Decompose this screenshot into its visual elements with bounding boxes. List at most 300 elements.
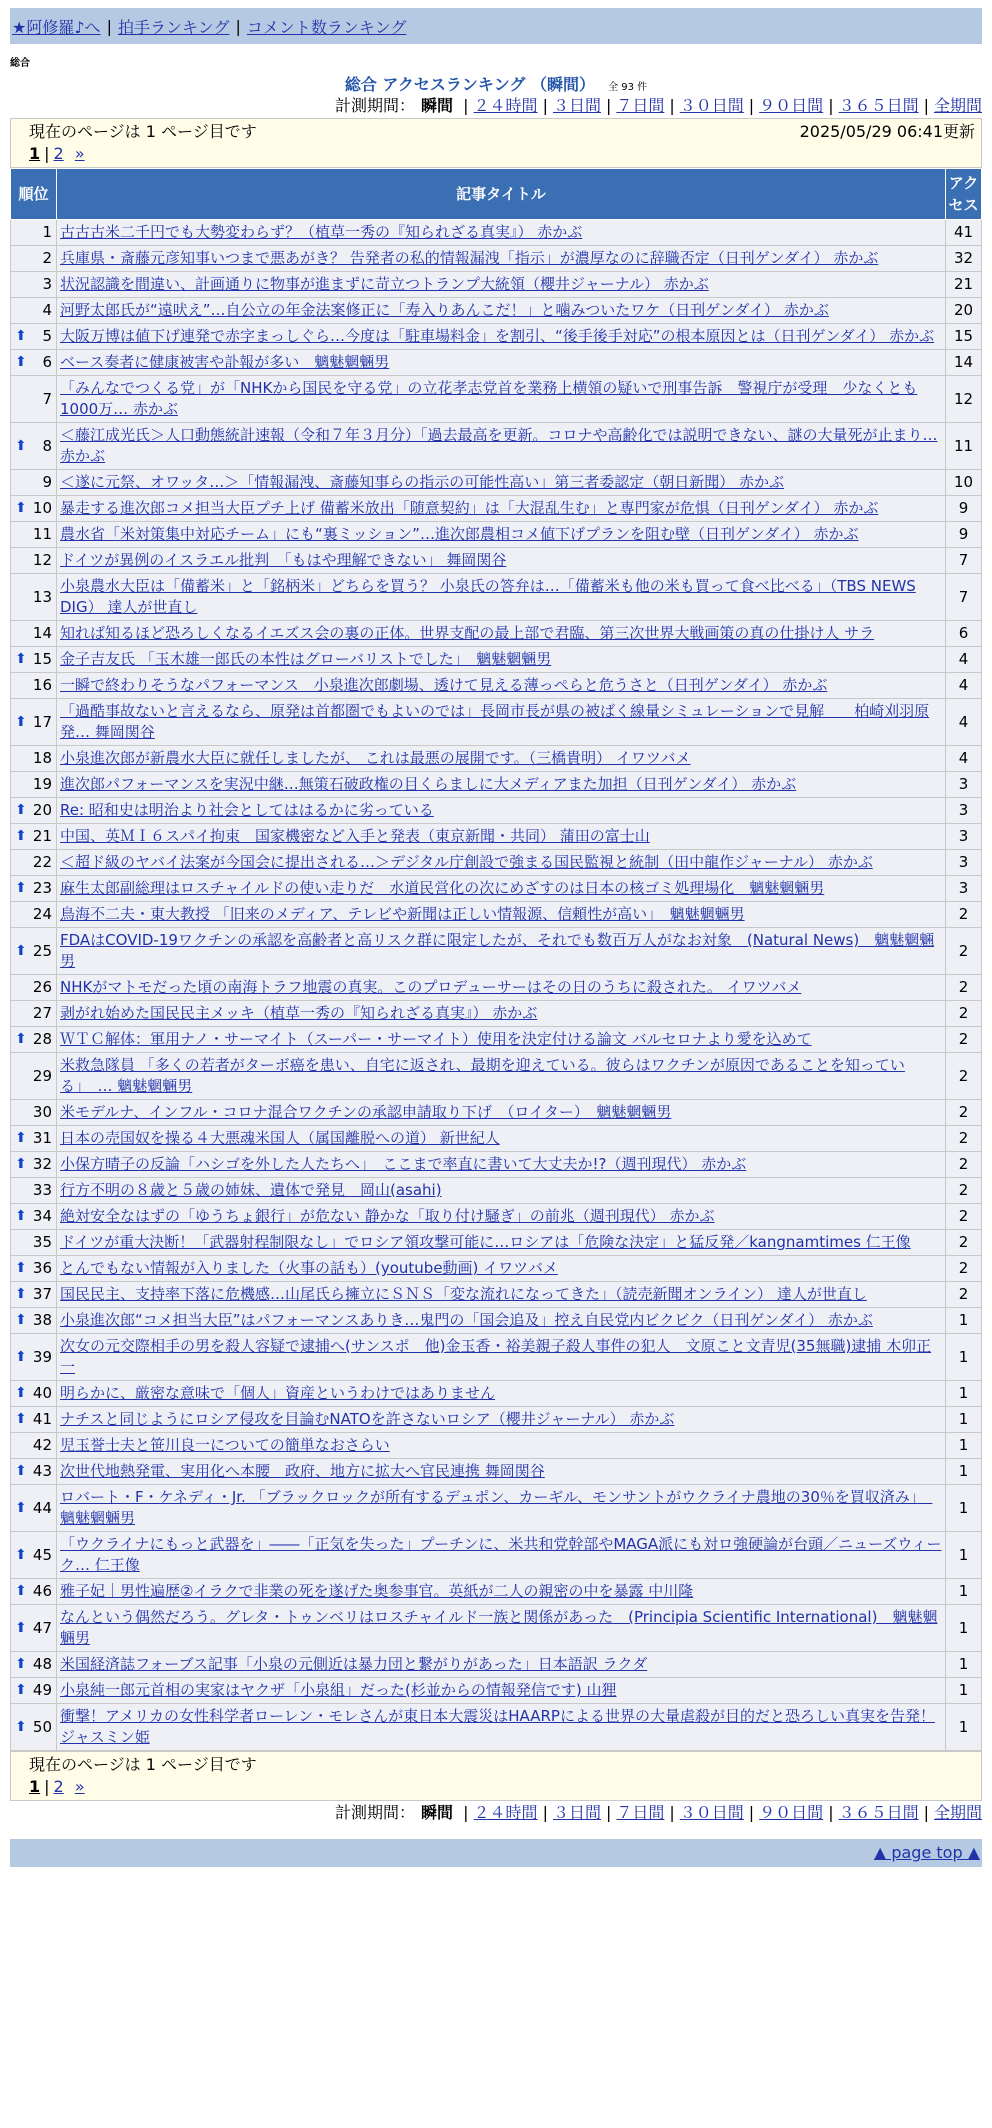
rank-number: 2 — [42, 249, 52, 267]
access-count: 2 — [946, 1053, 982, 1100]
article-link[interactable]: 麻生太郎副総理はロスチャイルドの使い走りだ 水道民営化の次にめざすのは日本の核ゴミ処理場化 魑魅魍魎男 — [60, 879, 825, 897]
title-cell — [57, 298, 946, 324]
arrow-up-icon: ⬆ — [15, 354, 27, 370]
article-link[interactable]: 行方不明の８歳と５歳の姉妹、遺体で発見 岡山(asahi) — [60, 1181, 442, 1199]
rank-number: 7 — [42, 389, 52, 408]
table-row — [11, 1704, 982, 1751]
rank-cell — [11, 1204, 57, 1230]
separator: | — [106, 16, 112, 36]
title-cell — [57, 1100, 946, 1126]
article-link[interactable]: 日本の売国奴を操る４大悪魂米国人（属国離脱への道） 新世紀人 — [60, 1129, 500, 1147]
access-count: 15 — [946, 324, 982, 350]
title-cell — [57, 902, 946, 928]
article-link[interactable]: 大阪万博は値下げ連発で赤字まっしぐら…今度は「駐車場料金」を割引、“後手後手対応”の根本原因とは（日刊ゲンダイ） 赤かぶ — [60, 327, 935, 345]
arrow-up-icon: ⬆ — [15, 1682, 27, 1698]
period-link[interactable]: ９０日間 — [759, 1803, 824, 1822]
table-row — [11, 1027, 982, 1053]
table-row — [11, 1532, 982, 1579]
title-cell — [57, 1282, 946, 1308]
table-row — [11, 496, 982, 522]
arrow-up-icon: ⬆ — [15, 1348, 27, 1365]
period-current: 瞬間 — [421, 1803, 454, 1822]
article-link[interactable]: 中国、英ＭＩ６スパイ拘束 国家機密など入手と発表（東京新聞・共同） 蒲田の富士山 — [60, 827, 650, 845]
separator: | — [235, 16, 241, 36]
access-count: 4 — [946, 699, 982, 746]
access-count: 21 — [946, 272, 982, 298]
rank-cell — [11, 496, 57, 522]
table-row — [11, 574, 982, 621]
access-count: 2 — [946, 1256, 982, 1282]
title-cell — [57, 1027, 946, 1053]
access-count: 7 — [946, 574, 982, 621]
title-cell — [57, 272, 946, 298]
separator: | — [828, 1803, 834, 1822]
article-link[interactable]: ＜遂に元祭、オワッタ…＞「情報漏洩、斎藤知事らの指示の可能性高い」第三者委認定（朝日新聞） 赤かぶ — [60, 473, 785, 491]
separator: | — [542, 1803, 548, 1822]
period-link[interactable]: ３０日間 — [679, 96, 744, 115]
title-cell — [57, 246, 946, 272]
title-cell — [57, 975, 946, 1001]
access-count: 1 — [946, 1334, 982, 1381]
title-cell — [57, 324, 946, 350]
rank-number: 22 — [32, 853, 52, 871]
rank-number: 39 — [32, 1347, 52, 1366]
article-link[interactable]: 農水省「米対策集中対応チーム」にも“裏ミッション”…進次郎農相コメ値下げプランを阻む壁（日刊ゲンダイ） 赤かぶ — [60, 525, 859, 543]
arrow-up-icon: ⬆ — [15, 1546, 27, 1563]
arrow-up-icon: ⬆ — [15, 1312, 27, 1328]
table-row — [11, 1204, 982, 1230]
top-nav — [10, 8, 982, 44]
article-link[interactable]: ＜超ド級のヤバイ法案が今国会に提出される…＞デジタル庁創設で強まる国民監視と統制（田中龍作ジャーナル） 赤かぶ — [60, 853, 873, 871]
table-row — [11, 350, 982, 376]
period-link[interactable]: ３６５日間 — [838, 96, 919, 115]
article-link[interactable]: 国民民主、支持率下落に危機感…山尾氏ら擁立にＳＮＳ「変な流れになってきた」（読売新聞オンライン） 達人が世直し — [60, 1285, 867, 1303]
article-link[interactable]: 金子吉友氏 「玉木雄一郎氏の本性はグローバリストでした」 魑魅魍魎男 — [60, 650, 552, 668]
page-title: 総合 アクセスランキング （瞬間） — [344, 75, 595, 94]
access-count: 4 — [946, 746, 982, 772]
table-row — [11, 1178, 982, 1204]
access-count: 12 — [946, 376, 982, 423]
access-count: 2 — [946, 1126, 982, 1152]
article-link[interactable]: FDAはCOVID-19ワクチンの承認を高齢者と高リスク群に限定したが、それでも数百万人がなお対象 (Natural News) 魑魅魍魎男 — [60, 931, 935, 970]
access-count: 2 — [946, 1001, 982, 1027]
arrow-up-icon: ⬆ — [15, 1130, 27, 1146]
access-count: 7 — [946, 548, 982, 574]
access-count: 3 — [946, 772, 982, 798]
rank-cell — [11, 324, 57, 350]
rank-number: 44 — [32, 1498, 52, 1517]
rank-cell — [11, 1308, 57, 1334]
article-link[interactable]: Re: 昭和史は明治より社会としてははるかに劣っている — [60, 801, 434, 819]
title-cell — [57, 548, 946, 574]
title-cell — [57, 1459, 946, 1485]
separator: | — [542, 96, 548, 115]
rank-number: 13 — [32, 587, 52, 606]
article-link[interactable]: 「過酷事故ないと言えるなら、原発は首都圏でもよいのでは」長岡市長が県の被ばく線量シミュレーションで見解 柏崎刈羽原発… 舞岡関谷 — [60, 702, 930, 741]
rank-number: 36 — [32, 1259, 52, 1277]
period-link[interactable]: ２４時間 — [473, 96, 538, 115]
rank-number: 10 — [32, 499, 52, 517]
rank-cell — [11, 1532, 57, 1579]
article-link[interactable]: 明らかに、厳密な意味で「個人」資産というわけではありません — [60, 1384, 496, 1402]
article-link[interactable]: 小保方晴子の反論「ハシゴを外した人たちへ」 ここまで率直に書いて大丈夫か!?（週刊現代） 赤かぶ — [60, 1155, 747, 1173]
rank-cell — [11, 1459, 57, 1485]
clap-ranking-link[interactable]: 拍手ランキング — [117, 17, 230, 37]
next-page-link[interactable]: » — [74, 144, 85, 163]
page-top-link[interactable]: ▲ page top ▲ — [873, 1843, 980, 1862]
rank-number: 8 — [42, 436, 52, 455]
rank-number: 47 — [32, 1618, 52, 1637]
access-count: 9 — [946, 522, 982, 548]
access-count: 10 — [946, 470, 982, 496]
separator: | — [463, 1803, 469, 1822]
rank-cell — [11, 1704, 57, 1751]
rank-cell — [11, 902, 57, 928]
rank-number: 43 — [32, 1462, 52, 1480]
rank-number: 6 — [42, 353, 52, 371]
separator: | — [669, 96, 675, 115]
table-row — [11, 1381, 982, 1407]
rank-number: 9 — [42, 473, 52, 491]
page-2-link[interactable]: 2 — [53, 144, 64, 163]
period-label: 計測期間： — [335, 96, 416, 115]
arrow-up-icon: ⬆ — [15, 880, 27, 896]
table-row — [11, 1459, 982, 1485]
arrow-up-icon: ⬆ — [15, 1619, 27, 1636]
table-row — [11, 824, 982, 850]
article-link[interactable]: 河野太郎氏が“遠吠え”…自公立の年金法案修正に「寿入りあんこだ！」と噛みついたワケ（日刊ゲンダイ） 赤かぶ — [60, 301, 829, 319]
title-cell — [57, 1485, 946, 1532]
access-count: 6 — [946, 621, 982, 647]
access-count: 1 — [946, 1433, 982, 1459]
table-row — [11, 1152, 982, 1178]
arrow-up-icon: ⬆ — [15, 1718, 27, 1735]
period-link[interactable]: ７日間 — [616, 96, 665, 115]
access-count: 11 — [946, 423, 982, 470]
access-count: 3 — [946, 850, 982, 876]
rank-cell — [11, 1230, 57, 1256]
rank-number: 40 — [32, 1384, 52, 1402]
access-count: 1 — [946, 1704, 982, 1751]
table-row — [11, 902, 982, 928]
rank-number: 35 — [32, 1233, 52, 1251]
title-cell — [57, 772, 946, 798]
arrow-up-icon: ⬆ — [15, 713, 27, 730]
access-count: 1 — [946, 1407, 982, 1433]
article-link[interactable]: とんでもない情報が入りました（火事の話も）(youtube動画) イワツバメ — [60, 1259, 558, 1277]
arrow-up-icon: ⬆ — [15, 437, 27, 454]
table-row — [11, 1230, 982, 1256]
next-page-link[interactable]: » — [74, 1777, 85, 1796]
rank-cell — [11, 574, 57, 621]
rank-cell — [11, 1053, 57, 1100]
article-link[interactable]: 小泉純一郎元首相の実家はヤクザ「小泉組」だった(杉並からの情報発信です) 山狸 — [60, 1681, 617, 1699]
pagination: 1 | 2 » — [29, 1777, 85, 1796]
rank-number: 26 — [32, 978, 52, 996]
access-count: 2 — [946, 1178, 982, 1204]
article-link[interactable]: ＜藤江成光氏＞人口動態統計速報（令和７年３月分）「過去最高を更新。コロナや高齢化では説明できない、謎の大量死が止まり… 赤かぶ — [60, 426, 938, 465]
article-link[interactable]: 暴走する進次郎コメ担当大臣プチ上げ 備蓄米放出「随意契約」は「大混乱生む」と専門家が危惧（日刊ゲンダイ） 赤かぶ — [60, 499, 879, 517]
period-link[interactable]: ３６５日間 — [838, 1803, 919, 1822]
separator: | — [923, 96, 929, 115]
title-cell — [57, 522, 946, 548]
rank-cell — [11, 1152, 57, 1178]
table-row — [11, 621, 982, 647]
article-link[interactable]: ベース奏者に健康被害や訃報が多い 魑魅魍魎男 — [60, 353, 390, 371]
access-count: 20 — [946, 298, 982, 324]
category-label: 総合 — [10, 58, 30, 69]
article-link[interactable]: 児玉誉士夫と笹川良一についての簡単なおさらい — [60, 1436, 390, 1454]
table-row — [11, 220, 982, 246]
title-cell — [57, 1532, 946, 1579]
article-link[interactable]: 衝撃！アメリカの女性科学者ローレン・モレさんが東日本大震災はHAARPによる世界の大量虐殺が目的だと恐ろしい真実を告発！ ジャスミン姫 — [60, 1707, 935, 1746]
rank-cell — [11, 1126, 57, 1152]
page-current: 1 — [29, 1777, 41, 1796]
access-count: 41 — [946, 220, 982, 246]
table-row — [11, 548, 982, 574]
period-label: 計測期間： — [335, 1803, 416, 1822]
access-count: 2 — [946, 975, 982, 1001]
rank-cell — [11, 350, 57, 376]
table-row — [11, 928, 982, 975]
rank-number: 19 — [32, 775, 52, 793]
article-link[interactable]: NHKがマトモだった頃の南海トラフ地震の真実。このプロデューサーはその日のうちに殺された。 イワツバメ — [60, 978, 802, 996]
title-cell — [57, 1407, 946, 1433]
rank-number: 12 — [32, 551, 52, 569]
period-link[interactable]: 全期間 — [933, 1803, 982, 1822]
article-link[interactable]: ロバート・F・ケネディ・Jr. 「ブラックロックが所有するデュポン、カーギル、モンサントがウクライナ農地の30％を買収済み」 魑魅魍魎男 — [60, 1488, 933, 1527]
access-count: 2 — [946, 1230, 982, 1256]
arrow-up-icon: ⬆ — [15, 942, 27, 959]
arrow-up-icon: ⬆ — [15, 1463, 27, 1479]
rank-cell — [11, 621, 57, 647]
title-cell — [57, 1152, 946, 1178]
title-cell — [57, 1256, 946, 1282]
article-link[interactable]: 「みんなでつくる党」が「NHKから国民を守る党」の立花孝志党首を業務上横領の疑いで刑事告訴 警視庁が受理 少なくとも1000万… 赤かぶ — [60, 379, 918, 418]
title-cell — [57, 928, 946, 975]
separator: | — [923, 1803, 929, 1822]
period-link[interactable]: ３日間 — [552, 1803, 601, 1822]
separator: | — [828, 96, 834, 115]
table-row — [11, 1001, 982, 1027]
title-cell — [57, 1652, 946, 1678]
table-row — [11, 1579, 982, 1605]
rank-number: 27 — [32, 1004, 52, 1022]
home-link[interactable]: ★阿修羅♪へ — [12, 17, 101, 37]
title-cell — [57, 1053, 946, 1100]
table-row — [11, 975, 982, 1001]
access-count: 2 — [946, 1204, 982, 1230]
article-link[interactable]: 次世代地熱発電、実用化へ本腰 政府、地方に拡大へ官民連携 舞岡関谷 — [60, 1462, 545, 1480]
ranking-heading — [10, 72, 982, 94]
rank-cell — [11, 1001, 57, 1027]
rank-number: 49 — [32, 1681, 52, 1699]
current-page-text: 現在のページは 1 ページ目です — [29, 122, 257, 141]
article-link[interactable]: 米救急隊員 「多くの若者がターボ癌を患い、自宅に返され、最期を迎えている。彼らはワクチンが原因であることを知っている」 … 魑魅魍魎男 — [60, 1056, 905, 1095]
rank-number: 48 — [32, 1655, 52, 1673]
arrow-up-icon: ⬆ — [15, 1156, 27, 1172]
table-row — [11, 850, 982, 876]
rank-number: 24 — [32, 905, 52, 923]
article-link[interactable]: 次女の元交際相手の男を殺人容疑で逮捕へ(サンスポ 他)金玉香・裕美親子殺人事件の犯人 文原こと文青児(35無職)逮捕 木卯正一 — [60, 1337, 932, 1376]
article-link[interactable]: 米国経済誌フォーブス記事「小泉の元側近は暴力団と繋がりがあった」日本語訳 ラクダ — [60, 1655, 648, 1673]
rank-cell — [11, 746, 57, 772]
title-cell — [57, 850, 946, 876]
article-link[interactable]: 進次郎パフォーマンスを実況中継…無策石破政権の目くらましに大メディアまた加担（日刊ゲンダイ） 赤かぶ — [60, 775, 797, 793]
access-count: 2 — [946, 1282, 982, 1308]
access-count: 9 — [946, 496, 982, 522]
table-row — [11, 876, 982, 902]
title-cell — [57, 1001, 946, 1027]
table-row — [11, 673, 982, 699]
article-link[interactable]: ドイツが重大決断！「武器射程制限なし」でロシア領攻撃可能に…ロシアは「危険な決定」と猛反発／kangnamtimes 仁王像 — [60, 1233, 911, 1251]
arrow-up-icon: ⬆ — [15, 1411, 27, 1427]
rank-number: 32 — [32, 1155, 52, 1173]
rank-cell — [11, 522, 57, 548]
table-row — [11, 246, 982, 272]
ranking-table — [10, 168, 982, 1751]
table-row — [11, 647, 982, 673]
comment-ranking-link[interactable]: コメント数ランキング — [246, 17, 407, 37]
access-count: 1 — [946, 1605, 982, 1652]
rank-cell — [11, 298, 57, 324]
access-count: 1 — [946, 1678, 982, 1704]
period-link[interactable]: ７日間 — [616, 1803, 665, 1822]
article-link[interactable]: ＷＴＣ解体：軍用ナノ・サーマイト（スーパー・サーマイト）使用を決定付ける論文 バルセロナより愛を込めて — [60, 1030, 812, 1048]
title-cell — [57, 574, 946, 621]
page-info-top — [10, 118, 982, 168]
period-link[interactable]: ９０日間 — [759, 96, 824, 115]
article-link[interactable]: 剥がれ始めた国民民主メッキ（植草一秀の『知られざる真実』） 赤かぶ — [60, 1004, 538, 1022]
article-link[interactable]: 一瞬で終わりそうなパフォーマンス 小泉進次郎劇場、透けて見える薄っぺらと危うさと（日刊ゲンダイ） 赤かぶ — [60, 676, 828, 694]
article-link[interactable]: 米モデルナ、インフル・コロナ混合ワクチンの承認申請取り下げ （ロイター） 魑魅魍魎男 — [60, 1103, 672, 1121]
rank-cell — [11, 548, 57, 574]
arrow-up-icon: ⬆ — [15, 1286, 27, 1302]
article-link[interactable]: ナチスと同じようにロシア侵攻を目論むNATOを許さないロシア（櫻井ジャーナル） 赤かぶ — [60, 1410, 675, 1428]
rank-number: 46 — [32, 1582, 52, 1600]
arrow-up-icon: ⬆ — [15, 1656, 27, 1672]
rank-number: 41 — [32, 1410, 52, 1428]
rank-number: 50 — [32, 1717, 52, 1736]
article-link[interactable]: 絶対安全なはずの「ゆうちょ銀行」が危ない 静かな「取り付け騒ぎ」の前兆（週刊現代） 赤かぶ — [60, 1207, 715, 1225]
rank-number: 21 — [32, 827, 52, 845]
title-cell — [57, 1178, 946, 1204]
table-row — [11, 1652, 982, 1678]
access-count: 3 — [946, 876, 982, 902]
access-count: 1 — [946, 1652, 982, 1678]
rank-number: 23 — [32, 879, 52, 897]
title-cell — [57, 673, 946, 699]
article-link[interactable]: 小泉進次郎が新農水大臣に就任しましたが、 これは最悪の展開です。（三橋貴明） イワツバメ — [60, 749, 691, 767]
rank-cell — [11, 1407, 57, 1433]
period-link[interactable]: ２４時間 — [473, 1803, 538, 1822]
article-link[interactable]: 兵庫県・斎藤元彦知事いつまで悪あがき？ 告発者の私的情報漏洩「指示」が濃厚なのに辞職否定（日刊ゲンダイ） 赤かぶ — [60, 249, 879, 267]
period-link[interactable]: ３０日間 — [679, 1803, 744, 1822]
arrow-up-icon: ⬆ — [15, 1385, 27, 1401]
rank-number: 1 — [42, 223, 52, 241]
separator: | — [748, 1803, 755, 1822]
article-link[interactable]: 小泉農水大臣は「備蓄米」と「銘柄米」どちらを買う？ 小泉氏の答弁は…「備蓄米も他の米も買って食べ比べる」（TBS NEWS DIG） 達人が世直し — [60, 577, 916, 616]
rank-number: 3 — [42, 275, 52, 293]
title-cell — [57, 621, 946, 647]
article-link[interactable]: 鳥海不二夫・東大教授 「旧来のメディア、テレビや新聞は正しい情報源、信頼性が高い」 魑魅魍魎男 — [60, 905, 745, 923]
period-link[interactable]: 全期間 — [933, 96, 982, 115]
rank-number: 18 — [32, 749, 52, 767]
header-title: 記事タイトル — [57, 169, 946, 220]
access-count: 1 — [946, 1485, 982, 1532]
access-count: 2 — [946, 928, 982, 975]
rank-number: 30 — [32, 1103, 52, 1121]
rank-cell — [11, 246, 57, 272]
rank-number: 25 — [32, 941, 52, 960]
page-current: 1 — [29, 144, 41, 163]
title-cell — [57, 798, 946, 824]
page-2-link[interactable]: 2 — [53, 1777, 64, 1796]
rank-cell — [11, 673, 57, 699]
rank-cell — [11, 376, 57, 423]
separator: | — [605, 96, 612, 115]
rank-cell — [11, 824, 57, 850]
article-link[interactable]: 小泉進次郎“コメ担当大臣”はパフォーマンスありき…鬼門の「国会追及」控え自民党内ビクビク（日刊ゲンダイ） 赤かぶ — [60, 1311, 873, 1329]
pagination: 1 | 2 » — [29, 144, 85, 163]
access-count: 4 — [946, 647, 982, 673]
arrow-up-icon: ⬆ — [15, 1208, 27, 1224]
rank-cell — [11, 1027, 57, 1053]
header-rank: 順位 — [11, 169, 57, 220]
rank-number: 29 — [32, 1066, 52, 1085]
arrow-up-icon: ⬆ — [15, 1499, 27, 1516]
rank-cell — [11, 928, 57, 975]
access-count: 3 — [946, 798, 982, 824]
rank-cell — [11, 975, 57, 1001]
access-count: 2 — [946, 1152, 982, 1178]
rank-cell — [11, 1282, 57, 1308]
table-row — [11, 1308, 982, 1334]
article-link[interactable]: 「ウクライナにもっと武器を」――「正気を失った」プーチンに、米共和党幹部やMAGA派にも対ロ強硬論が台頭／ニューズウィーク… 仁王像 — [60, 1535, 942, 1574]
title-cell — [57, 1605, 946, 1652]
access-count: 3 — [946, 824, 982, 850]
access-count: 1 — [946, 1381, 982, 1407]
article-link[interactable]: 雅子妃｜男性遍歴②イラクで非業の死を遂げた奥参事官。英紙が二人の親密の中を暴露 中川隆 — [60, 1582, 694, 1600]
article-link[interactable]: 古古古米二千円でも大勢変わらず？（植草一秀の『知られざる真実』） 赤かぶ — [60, 223, 583, 241]
table-row — [11, 298, 982, 324]
article-link[interactable]: なんという偶然だろう。グレタ・トゥンベリはロスチャイルド一族と関係があった (Principia Scientific International) 魑魅魍魎男 — [60, 1608, 938, 1647]
table-row — [11, 324, 982, 350]
rank-cell — [11, 1100, 57, 1126]
table-row — [11, 699, 982, 746]
article-link[interactable]: 知れば知るほど恐ろしくなるイエズス会の裏の正体。世界支配の最上部で君臨、第三次世界大戦画策の真の仕掛け人 サラ — [60, 624, 875, 642]
arrow-up-icon: ⬆ — [15, 651, 27, 667]
table-row — [11, 1334, 982, 1381]
separator: | — [463, 96, 469, 115]
rank-number: 11 — [32, 525, 52, 543]
access-count: 4 — [946, 673, 982, 699]
rank-number: 16 — [32, 676, 52, 694]
title-cell — [57, 220, 946, 246]
table-row — [11, 1126, 982, 1152]
title-cell — [57, 1230, 946, 1256]
article-link[interactable]: ドイツが異例のイスラエル批判 「もはや理解できない」 舞岡関谷 — [60, 551, 507, 569]
period-link[interactable]: ３日間 — [552, 96, 601, 115]
table-row — [11, 522, 982, 548]
access-count: 32 — [946, 246, 982, 272]
rank-cell — [11, 850, 57, 876]
arrow-up-icon: ⬆ — [15, 1260, 27, 1276]
article-link[interactable]: 状況認識を間違い、計画通りに物事が進まずに苛立つトランプ大統領（櫻井ジャーナル） 赤かぶ — [60, 275, 709, 293]
rank-number: 34 — [32, 1207, 52, 1225]
table-row — [11, 746, 982, 772]
title-cell — [57, 1678, 946, 1704]
